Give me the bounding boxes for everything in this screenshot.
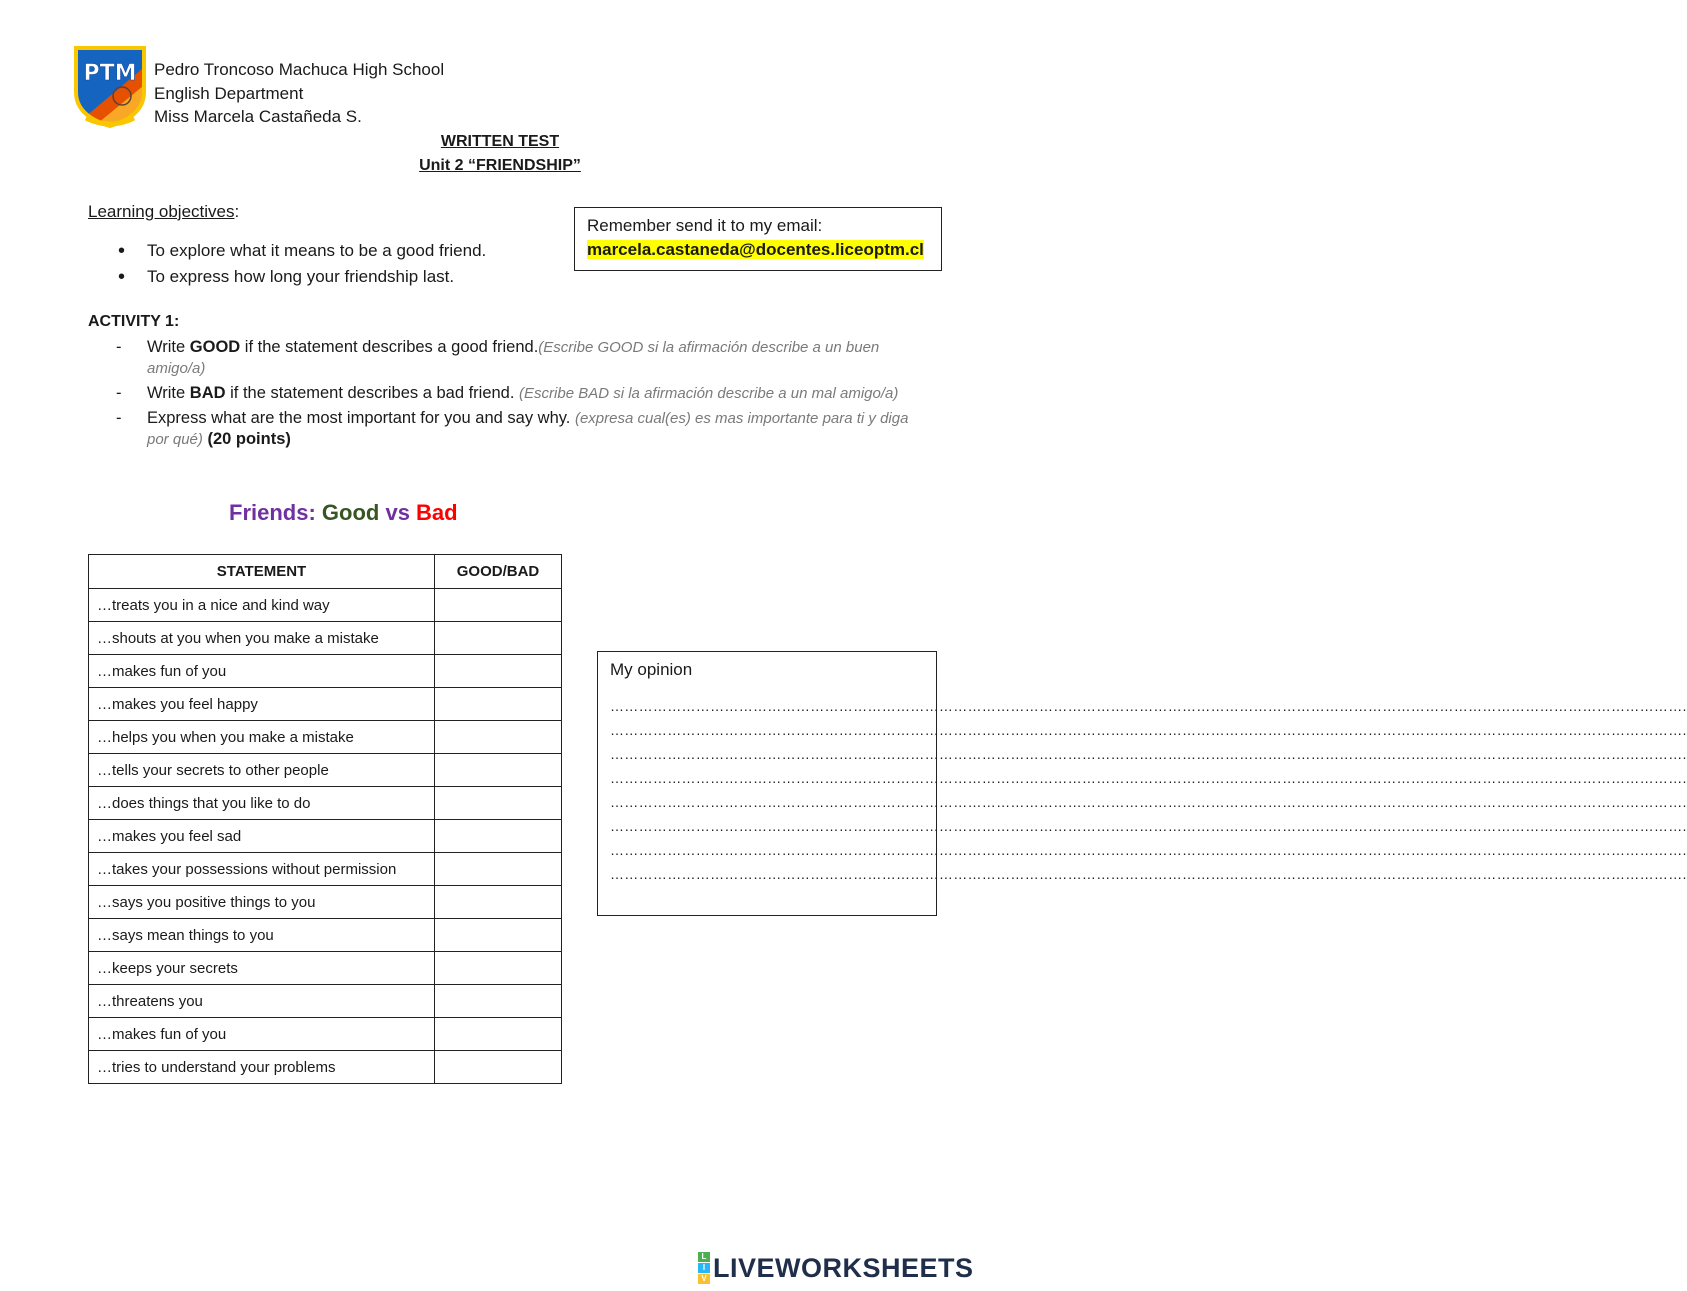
opinion-line[interactable]: ……………………………………………………………………………………………………………………………………………………………………………………………………….	[610, 770, 1687, 786]
table-row	[89, 622, 562, 655]
email-instruction: Remember send it to my email:	[587, 216, 823, 235]
opinion-line[interactable]: ……………………………………………………………………………………………………………………………………………………………………………………………………….	[610, 746, 1687, 762]
instruction-item: - Write BAD if the statement describes a bad friend. (Escribe BAD si la afirmación describe a un mal amigo/a)	[116, 384, 899, 402]
statement-cell: …treats you in a nice and kind way	[89, 589, 435, 622]
table-row	[89, 820, 562, 853]
instruction-item: - Express what are the most important for you and say why. (expresa cual(es) es mas importante para ti y diga por qué) (20 points)	[116, 409, 909, 448]
table-row	[89, 985, 562, 1018]
statement-cell: …tries to understand your problems	[89, 1051, 435, 1084]
objectives-list	[118, 238, 486, 290]
friends-good-vs-bad-title: Friends: Good vs Bad	[229, 500, 458, 525]
activity-instructions	[116, 337, 916, 454]
good-bad-answer-cell[interactable]	[435, 919, 562, 952]
statement-table	[88, 554, 562, 1084]
good-bad-answer-cell[interactable]	[435, 886, 562, 919]
title-line-1: WRITTEN TEST	[440, 133, 560, 150]
statement-cell: …does things that you like to do	[89, 787, 435, 820]
liveworksheets-logo	[698, 1252, 974, 1284]
opinion-box	[597, 651, 1687, 916]
statement-cell: …makes you feel happy	[89, 688, 435, 721]
statement-cell: …keeps your secrets	[89, 952, 435, 985]
table-row	[89, 589, 562, 622]
table-row	[89, 886, 562, 919]
school-name: Pedro Troncoso Machuca High School	[154, 60, 445, 79]
good-bad-answer-cell[interactable]	[435, 787, 562, 820]
brand-word: LIVEWORKSHEETS	[713, 1252, 974, 1283]
good-bad-answer-cell[interactable]	[435, 589, 562, 622]
table-row	[89, 919, 562, 952]
good-bad-answer-cell[interactable]	[435, 952, 562, 985]
column-header-statement: STATEMENT	[89, 555, 435, 589]
opinion-line[interactable]: ……………………………………………………………………………………………………………………………………………………………………………………………………….	[610, 818, 1687, 834]
table-row	[89, 688, 562, 721]
teacher-name: Miss Marcela Castañeda S.	[154, 107, 362, 126]
good-bad-answer-cell[interactable]	[435, 655, 562, 688]
header-block	[154, 58, 444, 129]
activity-heading: ACTIVITY 1:	[88, 313, 180, 330]
opinion-label: My opinion	[610, 660, 693, 679]
table-row	[89, 1051, 562, 1084]
good-bad-answer-cell[interactable]	[435, 985, 562, 1018]
email-notice-box	[574, 207, 942, 271]
statement-cell: …makes you feel sad	[89, 820, 435, 853]
opinion-line[interactable]: ……………………………………………………………………………………………………………………………………………………………………………………………………….	[610, 722, 1687, 738]
good-bad-answer-cell[interactable]	[435, 688, 562, 721]
statement-cell: …makes fun of you	[89, 1018, 435, 1051]
statement-cell: …takes your possessions without permission	[89, 853, 435, 886]
opinion-line[interactable]: ……………………………………………………………………………………………………………………………………………………………………………………………………….	[610, 866, 1687, 882]
brand-blocks-icon: L I V	[698, 1252, 710, 1284]
statement-cell: …threatens you	[89, 985, 435, 1018]
table-row	[89, 721, 562, 754]
learning-objectives-heading: Learning objectives:	[88, 202, 240, 221]
table-row	[89, 754, 562, 787]
statement-cell: …shouts at you when you make a mistake	[89, 622, 435, 655]
good-bad-answer-cell[interactable]	[435, 1051, 562, 1084]
logo-text: PTM	[83, 61, 137, 86]
opinion-line[interactable]: ……………………………………………………………………………………………………………………………………………………………………………………………………….	[610, 794, 1687, 810]
objective-item: • To explore what it means to be a good friend.	[118, 238, 486, 264]
good-bad-answer-cell[interactable]	[435, 853, 562, 886]
good-bad-answer-cell[interactable]	[435, 721, 562, 754]
test-title	[0, 130, 1000, 178]
table-row	[89, 655, 562, 688]
instruction-item: - Write GOOD if the statement describes a good friend.(Escribe GOOD si la afirmación describe a un buen amigo/a)	[116, 338, 880, 377]
table-row	[89, 787, 562, 820]
opinion-line[interactable]: ……………………………………………………………………………………………………………………………………………………………………………………………………….	[610, 698, 1687, 714]
email-address[interactable]: marcela.castaneda@docentes.liceoptm.cl	[587, 240, 924, 259]
good-bad-answer-cell[interactable]	[435, 1018, 562, 1051]
statement-cell: …says mean things to you	[89, 919, 435, 952]
department-name: English Department	[154, 83, 304, 103]
statement-cell: …tells your secrets to other people	[89, 754, 435, 787]
statement-cell: …makes fun of you	[89, 655, 435, 688]
statement-cell: …helps you when you make a mistake	[89, 721, 435, 754]
table-row	[89, 1018, 562, 1051]
statement-cell: …says you positive things to you	[89, 886, 435, 919]
good-bad-answer-cell[interactable]	[435, 622, 562, 655]
good-bad-answer-cell[interactable]	[435, 820, 562, 853]
school-logo	[72, 44, 148, 128]
objective-item: • To express how long your friendship last.	[118, 264, 486, 290]
table-row	[89, 952, 562, 985]
table-row	[89, 853, 562, 886]
title-line-2: Unit 2 “FRIENDSHIP”	[419, 157, 581, 174]
good-bad-answer-cell[interactable]	[435, 754, 562, 787]
column-header-good-bad: GOOD/BAD	[435, 555, 562, 589]
opinion-line[interactable]: ……………………………………………………………………………………………………………………………………………………………………………………………………….	[610, 842, 1687, 858]
